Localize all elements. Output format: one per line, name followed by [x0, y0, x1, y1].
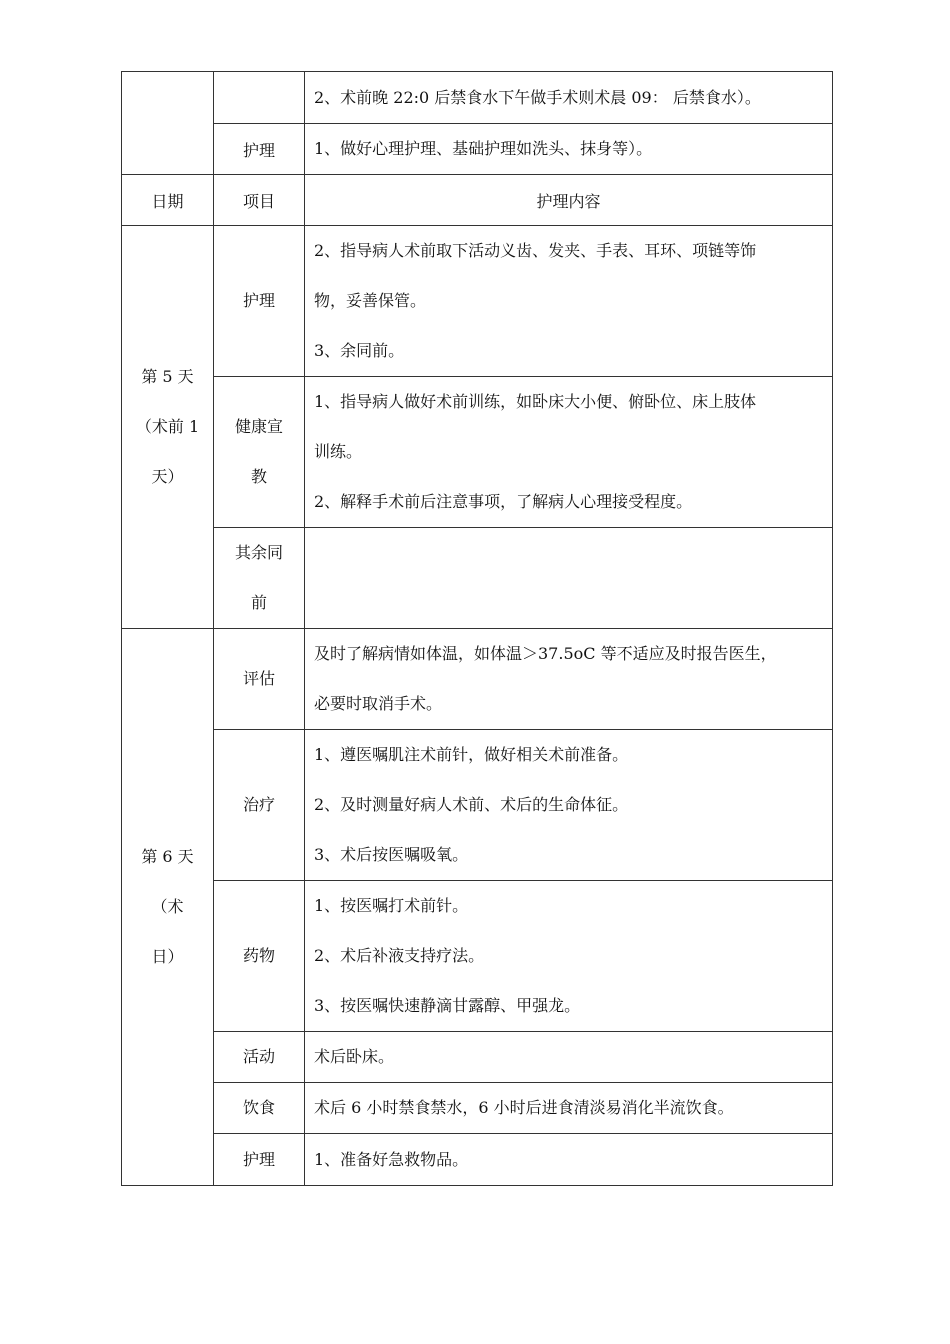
- content-cell: [305, 124, 833, 175]
- item-cell: [214, 629, 305, 730]
- date-cell-day5: [122, 226, 214, 629]
- content-cell: [305, 1134, 833, 1186]
- content-line: 1、做好心理护理、基础护理如洗头、抹身等）。: [314, 139, 653, 158]
- content-line: 1、准备好急救物品。: [314, 1149, 469, 1169]
- item-line: 活动: [242, 1047, 275, 1066]
- content-line: 术后卧床。: [314, 1047, 395, 1066]
- content-line: 物，妥善保管。: [314, 291, 427, 310]
- header-date: 日期: [122, 175, 214, 226]
- content-line: 2、术后补液支持疗法。: [314, 946, 485, 965]
- content-line: 2、术前晚 22:0 后禁食水下午做手术则术晨 09： 后禁食水）。: [314, 87, 761, 107]
- nursing-plan-table: [121, 71, 833, 1186]
- content-cell: [305, 226, 833, 377]
- item-line: 前: [250, 593, 267, 612]
- item-cell: [214, 881, 305, 1032]
- item-cell: [214, 1083, 305, 1134]
- item-cell: [214, 72, 305, 124]
- item-line: 治疗: [242, 795, 275, 814]
- content-line: 3、余同前。: [314, 341, 405, 360]
- item-cell: [214, 1134, 305, 1186]
- table-row: [122, 881, 833, 1032]
- date-line: 天）: [151, 467, 184, 486]
- header-content: 护理内容: [305, 175, 833, 226]
- date-line: 日）: [151, 947, 184, 966]
- content-line: 3、按医嘱快速静滴甘露醇、甲强龙。: [314, 996, 581, 1015]
- table-row: [122, 730, 833, 881]
- table-row: [122, 528, 833, 629]
- content-cell: [305, 377, 833, 528]
- date-line: 第 6 天: [141, 847, 194, 866]
- content-line: 2、解释手术前后注意事项，了解病人心理接受程度。: [314, 492, 693, 511]
- table-row: [122, 226, 833, 377]
- content-line: 及时了解病情如体温，如体温＞37.5oC 等不适应及时报告医生，: [314, 644, 777, 663]
- header-item: 项目: [214, 175, 305, 226]
- table-row: [122, 1032, 833, 1083]
- content-line: 2、及时测量好病人术前、术后的生命体征。: [314, 795, 629, 814]
- content-cell: [305, 730, 833, 881]
- content-line: 3、术后按医嘱吸氧。: [314, 845, 469, 864]
- item-cell: [214, 377, 305, 528]
- item-line: 护理: [242, 1149, 275, 1169]
- item-cell: [214, 730, 305, 881]
- content-line: 1、指导病人做好术前训练，如卧床大小便、俯卧位、床上肢体: [314, 392, 757, 411]
- content-cell: [305, 881, 833, 1032]
- table-row: [122, 1134, 833, 1186]
- content-line: 必要时取消手术。: [314, 694, 443, 713]
- content-line: 术后 6 小时禁食禁水，6 小时后进食清淡易消化半流饮食。: [314, 1098, 734, 1117]
- item-line: 饮食: [242, 1098, 275, 1117]
- content-line: 1、按医嘱打术前针。: [314, 896, 469, 915]
- date-line: 第 5 天: [141, 367, 194, 386]
- content-line: 训练。: [314, 442, 363, 461]
- item-cell: 护理: [214, 124, 305, 175]
- table-row: [122, 1083, 833, 1134]
- content-cell: [305, 1083, 833, 1134]
- date-line: （术: [151, 897, 184, 916]
- item-cell: [214, 528, 305, 629]
- item-line: 评估: [242, 669, 275, 688]
- content-line: 1、遵医嘱肌注术前针，做好相关术前准备。: [314, 745, 629, 764]
- content-cell: [305, 72, 833, 124]
- item-line: 健康宣: [234, 417, 283, 436]
- table-row: [122, 377, 833, 528]
- date-cell-day6: [122, 629, 214, 1186]
- item-line: 护理: [242, 291, 275, 310]
- item-line: 药物: [242, 946, 275, 965]
- item-cell: [214, 1032, 305, 1083]
- item-line: 其余同: [234, 543, 283, 562]
- item-line: 教: [250, 467, 267, 486]
- table-row: [122, 72, 833, 124]
- date-cell-empty: [122, 72, 214, 175]
- date-line: （术前 1: [135, 417, 200, 436]
- table-row: [122, 629, 833, 730]
- content-cell-empty: [305, 528, 833, 629]
- item-cell: [214, 226, 305, 377]
- table-header-row: [122, 175, 833, 226]
- content-cell: [305, 629, 833, 730]
- table-row: [122, 124, 833, 175]
- content-cell: [305, 1032, 833, 1083]
- content-line: 2、指导病人术前取下活动义齿、发夹、手表、耳环、项链等饰: [314, 241, 757, 260]
